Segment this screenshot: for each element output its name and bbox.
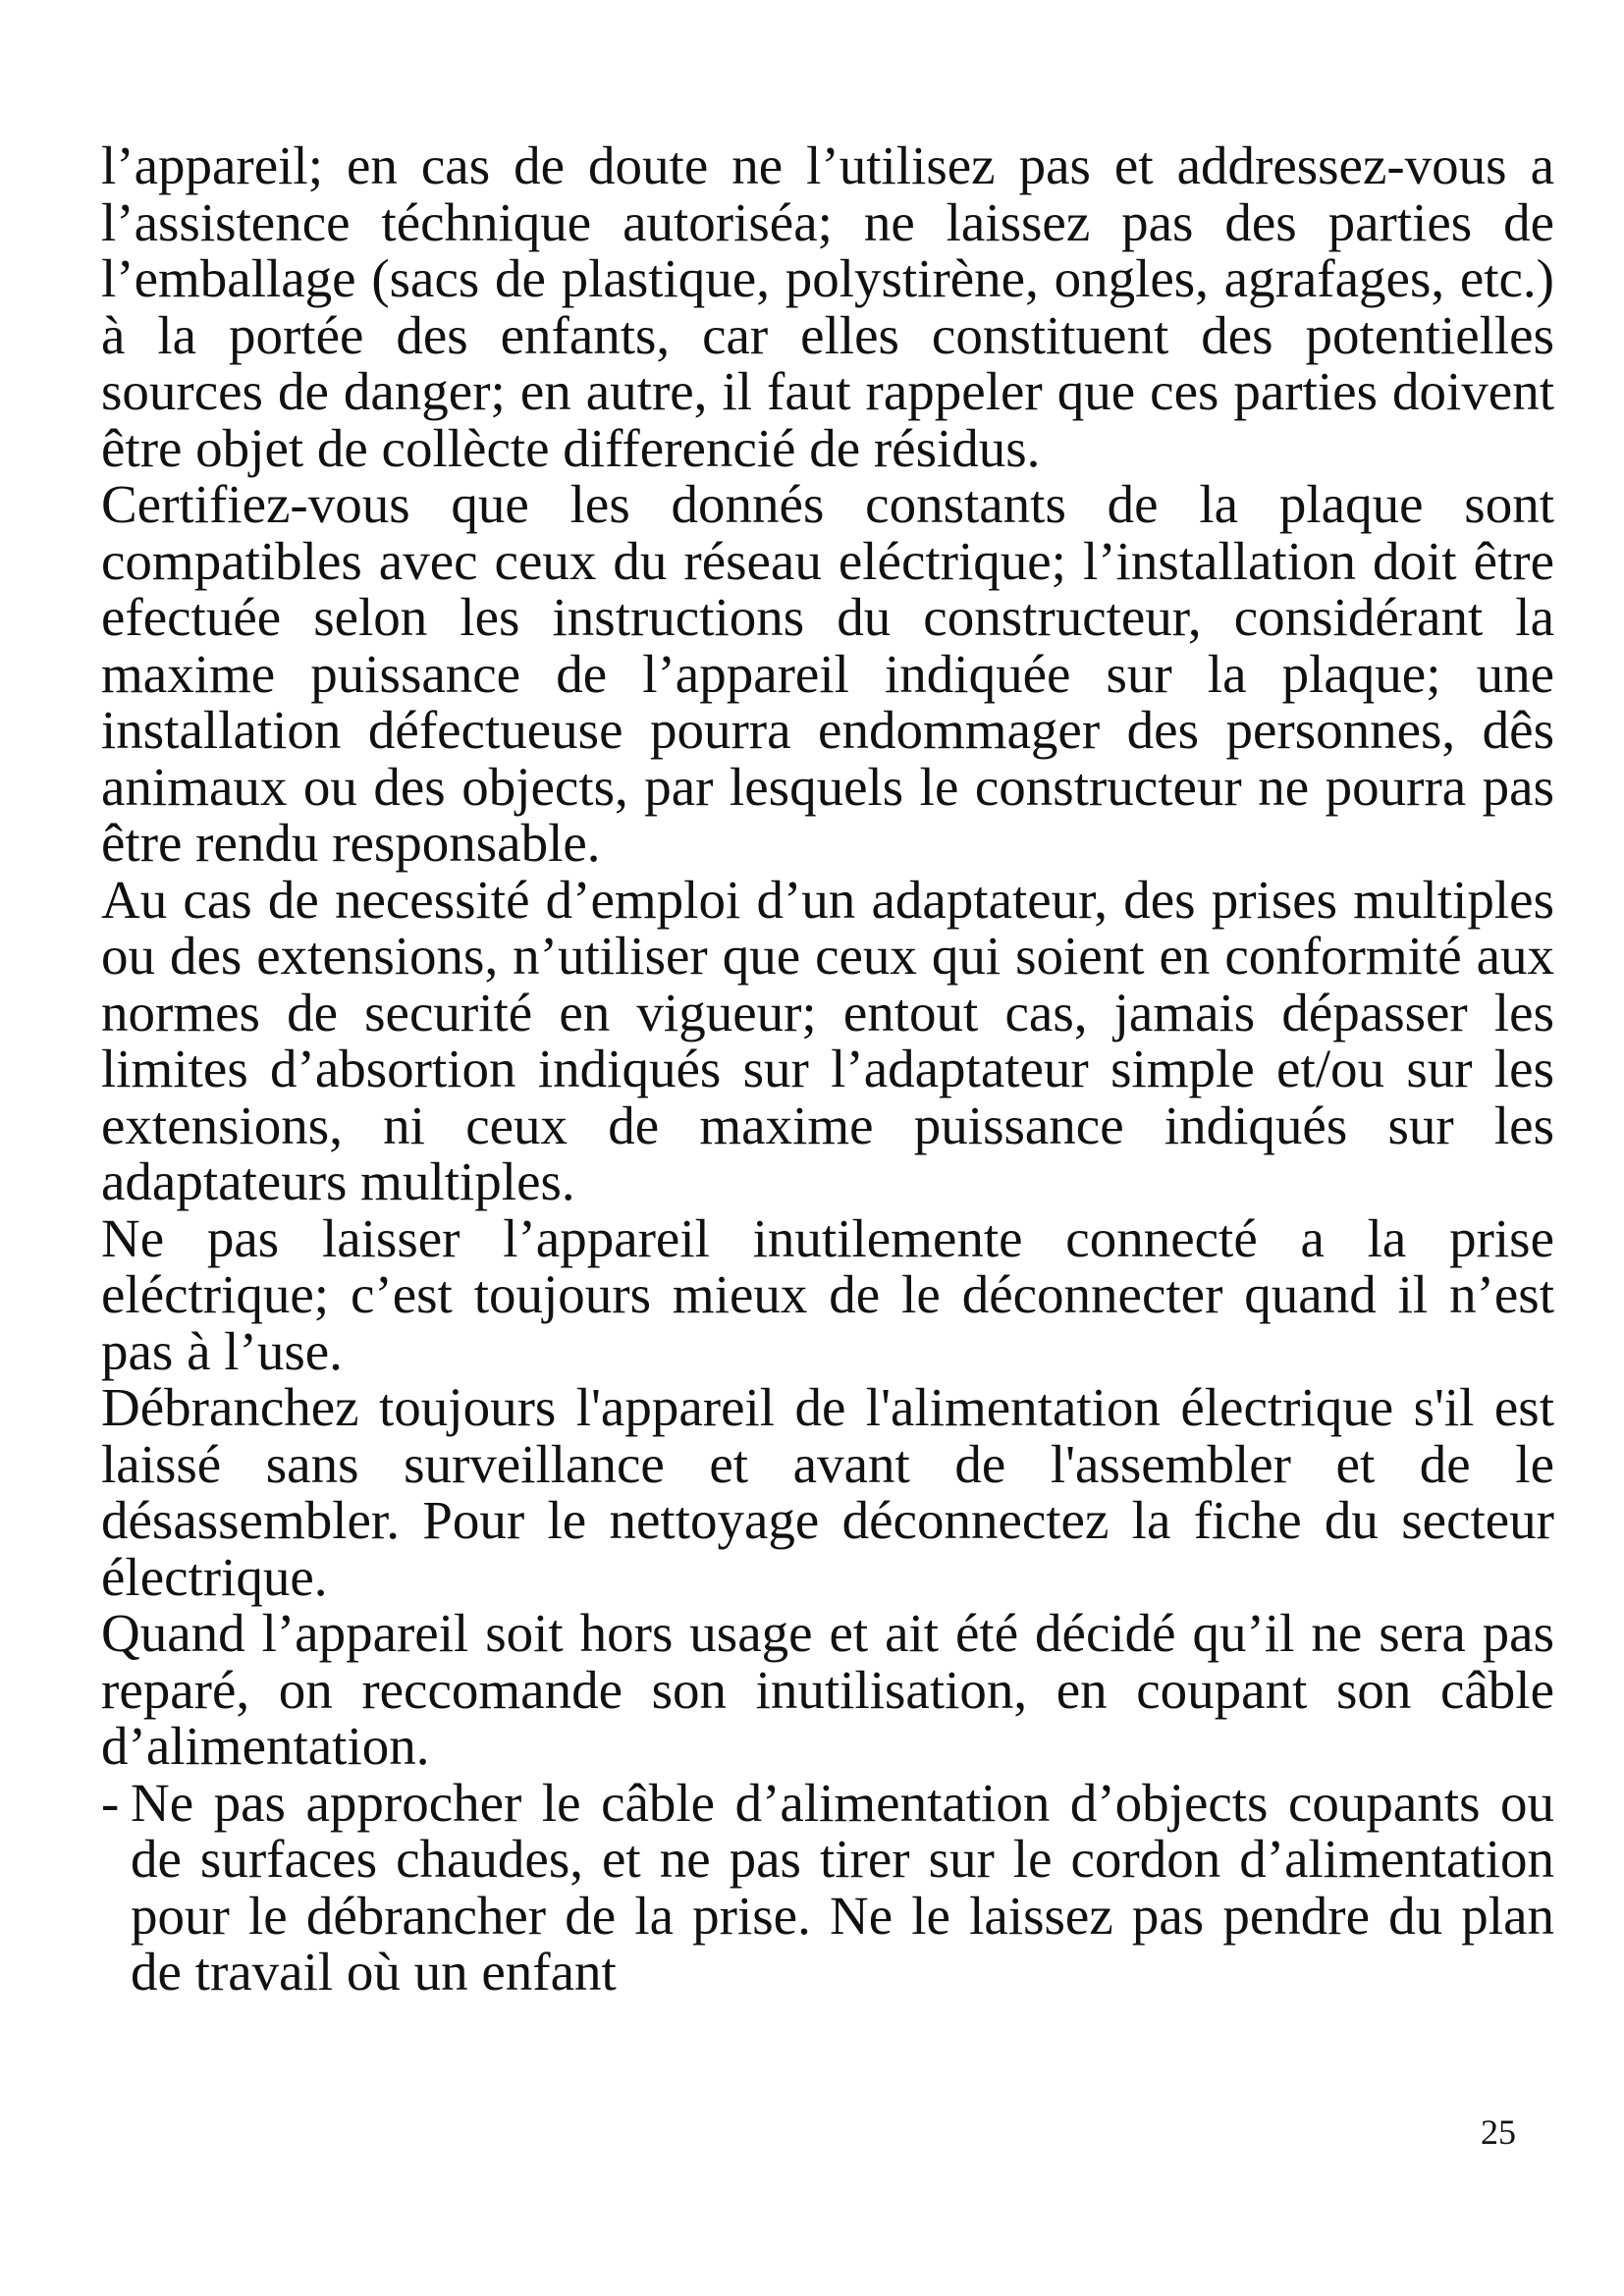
bullet-item-power-cable <box>101 1772 1554 2002</box>
paragraph-unplug-unattended: Débranchez toujours l'appareil de l'alimentation électrique s'il est laissé sans surveillance et avant de l'assembler et de le désassembler. Pour le nettoyage déconnectez la fiche du secteur électrique. <box>101 1377 1554 1607</box>
document-body <box>101 137 1554 2001</box>
paragraph-disconnect-when-unused: Ne pas laisser l’appareil inutilemente connecté a la prise eléctrique; c’est toujours mieux de le déconnecter quand il n’est pas à l’use. <box>101 1207 1554 1381</box>
bullet-text: Ne pas approcher le câble d’alimentation d’objects coupants ou de surfaces chaudes, et ne pas tirer sur le cordon d’alimentation pour le débrancher de la prise. Ne le laissez pas pendre du plan de travail où un enfant <box>131 1772 1554 2002</box>
page-number: 25 <box>1481 2112 1516 2152</box>
paragraph-adapters: Au cas de necessité d’emploi d’un adaptateur, des prises multiples ou des extensions, n’utiliser que ceux qui soient en conformité aux normes de securité en vigueur; entout cas, jamais dépasser les limites d’absortion indiqués sur l’adaptateur simple et/ou sur les extensions, ni ceux de maxime puissance indiqués sur les adaptateurs multiples. <box>101 869 1554 1211</box>
paragraph-installation: Certifiez-vous que les donnés constants de la plaque sont compatibles avec ceux du réseau eléctrique; l’installation doit être efectuée selon les instructions du constructeur, considérant la maxime puissance de l’appareil indiquée sur la plaque; une installation défectueuse pourra endommager des personnes, dês animaux ou des objects, par lesquels le constructeur ne pourra pas être rendu responsable. <box>101 474 1554 873</box>
bullet-marker: - <box>101 1772 120 1833</box>
paragraph-packaging-warning: l’appareil; en cas de doute ne l’utilisez pas et addressez-vous a l’assistence téchnique autoriséa; ne laissez pas des parties de l’emballage (sacs de plastique, polystirène, ongles, agrafages, etc.) à la portée des enfants, car elles constituent des potentielles sources de danger; en autre, il faut rappeler que ces parties doivent être objet de collècte differencié de résidus. <box>101 135 1554 478</box>
paragraph-disposal: Quand l’appareil soit hors usage et ait été décidé qu’il ne sera pas reparé, on reccomande son inutilisation, en coupant son câble d’alimentation. <box>101 1603 1554 1776</box>
